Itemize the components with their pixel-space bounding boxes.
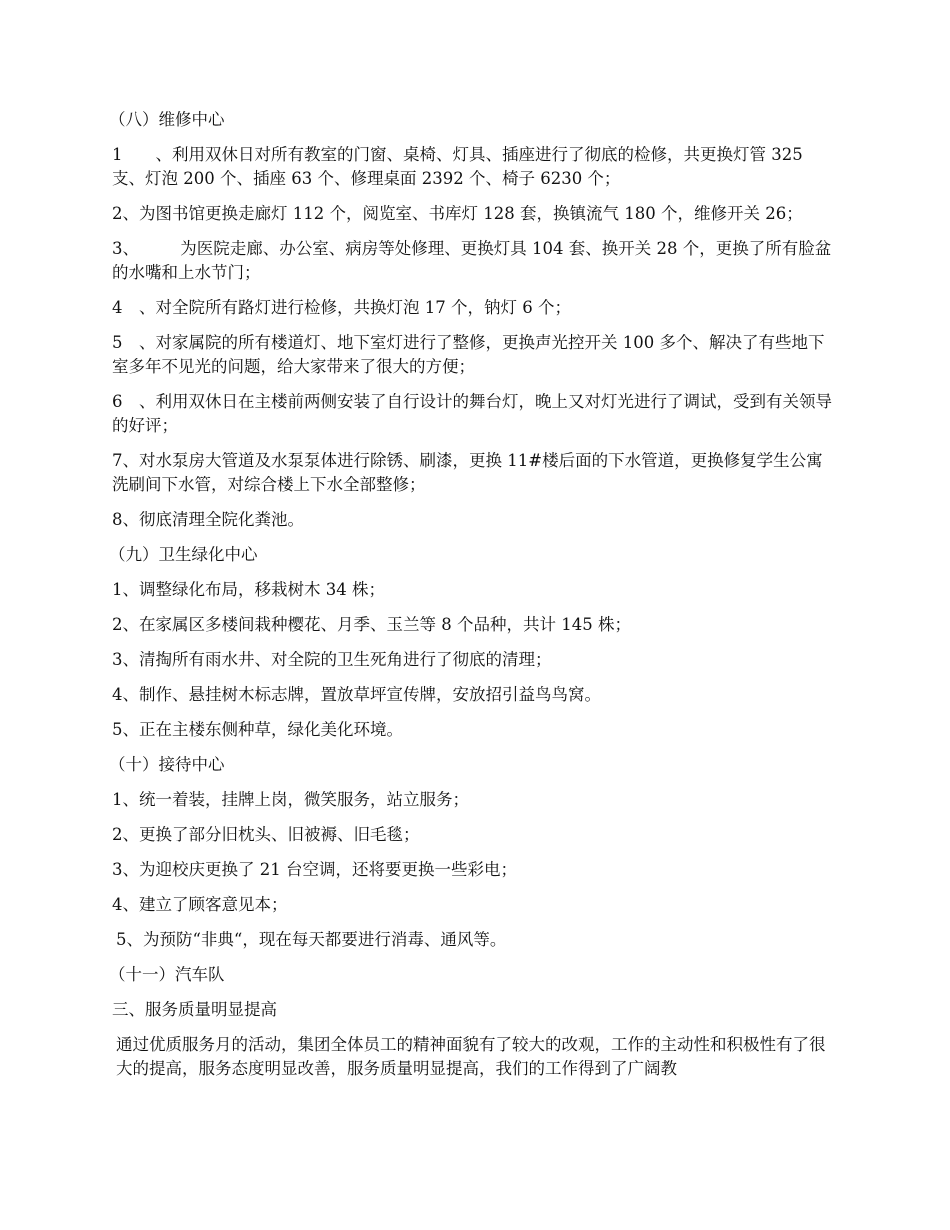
section-heading-8: （八）维修中心 [109,110,225,129]
list-item: 5 、对家属院的所有楼道灯、地下室灯进行了整修，更换声光控开关 100 多个、解决了有些地下室多年不见光的问题，给大家带来了很大的方便； [112,333,825,376]
list-item: 4、制作、悬挂树木标志牌，置放草坪宣传牌，安放招引益鸟鸟窝。 [112,685,601,704]
section-heading-10: （十）接待中心 [109,755,225,774]
list-item: 1、调整绿化布局，移栽树木 34 株； [112,580,385,599]
list-item: 3、清掏所有雨水井、对全院的卫生死角进行了彻底的清理； [112,650,552,669]
list-item: 5、正在主楼东侧种草，绿化美化环境。 [112,720,403,739]
list-item: 7、对水泵房大管道及水泵泵体进行除锈、刷漆，更换 11#楼后面的下水管道，更换修复学生公寓洗刷间下水管，对综合楼上下水全部整修； [112,451,823,494]
section-heading-9: （九）卫生绿化中心 [109,545,258,564]
list-item: 8、彻底清理全院化粪池。 [112,510,304,529]
list-item: 5、为预防“非典“，现在每天都要进行消毒、通风等。 [116,930,507,949]
body-paragraph: 通过优质服务月的活动，集团全体员工的精神面貌有了较大的改观，工作的主动性和积极性有了很大的提高，服务态度明显改善，服务质量明显提高，我们的工作得到了广阔教 [116,1035,826,1078]
list-item: 3、为迎校庆更换了 21 台空调，还将要更换一些彩电； [112,860,517,879]
list-item: 1、统一着装，挂牌上岗，微笑服务，站立服务； [112,790,469,809]
section-heading-11: （十一）汽车队 [109,965,225,984]
list-item: 4 、对全院所有路灯进行检修，共换灯泡 17 个，钠灯 6 个； [112,298,571,317]
list-item: 2、在家属区多楼间栽种樱花、月季、玉兰等 8 个品种，共计 145 株； [112,615,631,634]
list-item: 4、建立了顾客意见本； [112,895,288,914]
list-item: 2、更换了部分旧枕头、旧被褥、旧毛毯； [112,825,420,844]
list-item: 3、 为医院走廊、办公室、病房等处修理、更换灯具 104 套、换开关 28 个，更换了所有脸盆的水嘴和上水节门； [112,239,832,282]
list-item: 2、为图书馆更换走廊灯 112 个，阅览室、书库灯 128 套，换镇流气 180 个，维修开关 26； [112,204,803,223]
part-heading-3: 三、服务质量明显提高 [112,1000,277,1019]
list-item: 6 、利用双休日在主楼前两侧安装了自行设计的舞台灯，晚上又对灯光进行了调试，受到有关领导的好评； [112,392,832,435]
list-item: 1 、利用双休日对所有教室的门窗、桌椅、灯具、插座进行了彻底的检修，共更换灯管 325 支、灯泡 200 个、插座 63 个、修理桌面 2392 个、椅子 6230 个； [112,145,808,188]
